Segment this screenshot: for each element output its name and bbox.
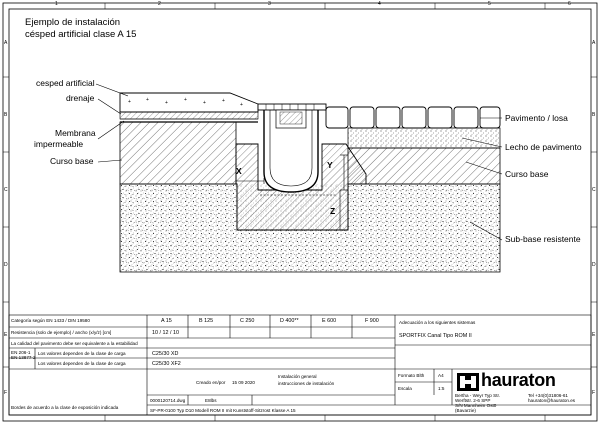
- dimension-y-label: Y: [327, 160, 333, 170]
- tb-contact-1: Tel +34(0)31806-61: [528, 393, 568, 398]
- tb-row5-text: Los valores dependen de la clase de carga: [38, 361, 126, 366]
- tb-row1-label: Categoría según EN 1433 / DIN 19580: [11, 318, 90, 323]
- class-e600: E 600: [322, 318, 337, 324]
- row-letter: F: [4, 390, 8, 396]
- svg-text:+: +: [203, 100, 206, 106]
- row-letter: C: [592, 187, 596, 193]
- column-number: 1: [55, 1, 58, 7]
- dimension-x-label: X: [236, 166, 242, 176]
- svg-text:+: +: [240, 102, 243, 108]
- label-membrane-line1: Membrana: [55, 128, 96, 138]
- tb-description-2: SPORTFIX Canal Tipo ROM II: [399, 333, 472, 339]
- tb-row4-text: Los valores dependen de la clase de carga: [38, 351, 126, 356]
- paving-bed: [348, 128, 500, 148]
- tb-note-2: instrucciones de instalación: [278, 381, 335, 386]
- paving-stones: [326, 107, 500, 128]
- tb-address-3: S/N Mannheim Ost0: [455, 403, 497, 408]
- tb-row4-label-a: EN 206-1: [11, 350, 31, 355]
- tb-row6-text: Bordes de acuerdo a la clase de exposición indicada: [11, 405, 119, 410]
- hauraton-logo-icon: [457, 373, 479, 391]
- artificial-turf: [120, 93, 258, 112]
- label-base-course-right: Curso base: [505, 169, 549, 179]
- class-d400: D 400**: [280, 318, 299, 324]
- label-drainage: drenaje: [66, 93, 95, 103]
- tb-row4-value: C25/30 XD: [152, 351, 179, 357]
- tb-scale-value: 1:5: [438, 386, 445, 391]
- tb-format-label: Formato Blth: [398, 373, 425, 378]
- tb-row3-label: La calidad del pavimento debe ser equivalente a la estabilidad: [11, 341, 138, 346]
- row-letter: A: [592, 40, 596, 46]
- tb-date-label: Creado en/por: [196, 380, 226, 385]
- tb-row2-label: Resistencia (solo de ejemplo) / ancho (x/y/z) [cm]: [11, 330, 112, 335]
- column-number: 6: [568, 1, 571, 7]
- tb-row5-value: C25/30 XF2: [152, 361, 181, 367]
- tb-date-value: 15 09 2020: [232, 380, 255, 385]
- label-membrane-line2: impermeable: [34, 139, 84, 149]
- dimension-z-label: Z: [330, 206, 336, 216]
- drawing-title-line2: césped artificial clase A 15: [25, 29, 137, 40]
- svg-text:+: +: [165, 100, 168, 106]
- tb-address-4: (Bavarzie): [455, 408, 476, 413]
- tb-contact-2: hauraton@hauraton.es: [528, 398, 576, 403]
- company-name: hauraton: [481, 370, 556, 390]
- row-letter: E: [4, 332, 8, 338]
- column-number: 4: [378, 1, 381, 7]
- class-b125: B 125: [199, 318, 214, 324]
- label-paving-bed: Lecho de pavimento: [505, 142, 582, 152]
- tb-row4-label-b: EN 13877-2: [11, 355, 36, 360]
- channel-grating: [258, 104, 326, 110]
- tb-description-1: Adecuación a los siguientes sistemas: [399, 320, 476, 325]
- base-course-left: [120, 122, 236, 184]
- row-letter: B: [4, 112, 8, 118]
- column-number: 3: [268, 1, 271, 7]
- tb-row2-value: 10 / 12 / 10: [152, 330, 179, 336]
- tb-edition: E8lbs: [205, 398, 217, 403]
- tb-address-2: Werftstr. 2-6 SPP: [455, 398, 491, 403]
- row-letter: C: [4, 187, 8, 193]
- row-letter: D: [592, 262, 596, 268]
- class-f900: F 900: [365, 318, 379, 324]
- label-paving: Pavimento / losa: [505, 113, 568, 123]
- row-letter: A: [4, 40, 8, 46]
- tb-scale-label: Escala: [398, 386, 412, 391]
- tb-footer-line: SF-PR-0100 Typ D10 Modell ROM II mit Kunststoff-Sitzrost Klasse A 15: [150, 408, 296, 413]
- row-letter: D: [4, 262, 8, 268]
- row-letter: E: [592, 332, 596, 338]
- tb-address-1: Bertha - Weyr Typ Str.: [455, 393, 501, 398]
- class-c250: C 250: [240, 318, 255, 324]
- column-number: 2: [158, 1, 161, 7]
- label-sub-base: Sub-base resistente: [505, 234, 581, 244]
- drawing-title-line1: Ejemplo de instalación: [25, 17, 121, 28]
- tb-drawing-number: 0000120714.dwg: [150, 398, 186, 403]
- column-number: 5: [488, 1, 491, 7]
- tb-note-1: Instalación general: [278, 374, 317, 379]
- svg-text:+: +: [184, 97, 187, 103]
- row-letter: B: [592, 112, 596, 118]
- svg-text:+: +: [146, 97, 149, 103]
- row-letter: F: [592, 390, 596, 396]
- tb-format-value: A4: [438, 373, 444, 378]
- label-base-course-left: Curso base: [50, 156, 94, 166]
- class-a15: A 15: [161, 318, 172, 324]
- svg-text:+: +: [222, 98, 225, 104]
- label-artificial-turf: cesped artificial: [36, 78, 95, 88]
- svg-text:+: +: [128, 99, 131, 105]
